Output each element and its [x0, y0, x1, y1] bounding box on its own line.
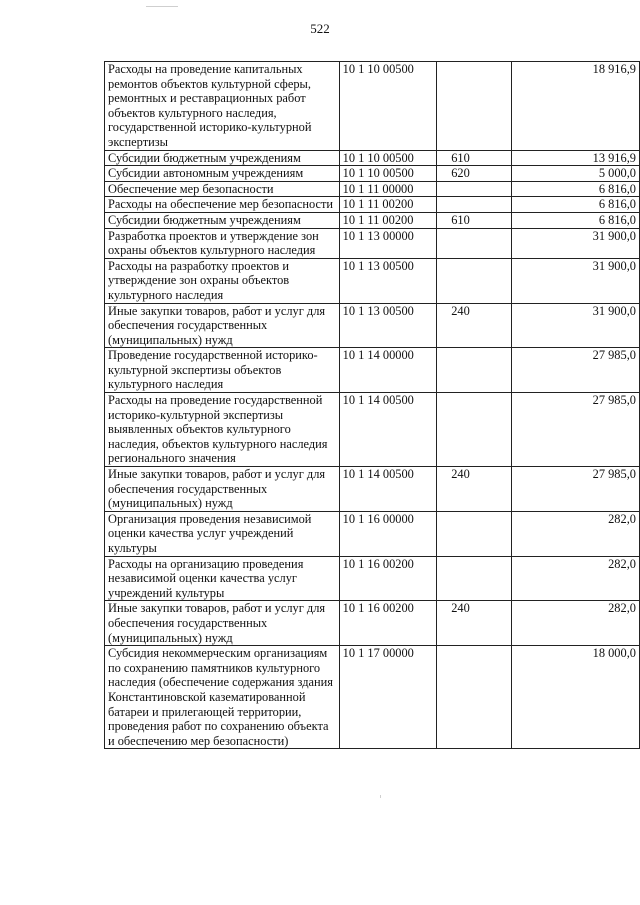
amount-cell: 31 900,0: [512, 258, 640, 303]
item-name-cell: Расходы на проведение государственной историко-культурной экспертизы выявленных объектов культурного наследия, объектов культурного наследия регионального значения: [105, 393, 340, 467]
target-code-cell: 10 1 11 00200: [339, 212, 437, 228]
amount-cell: 18 000,0: [512, 646, 640, 749]
table-row: [105, 556, 640, 601]
target-code-cell: 10 1 10 00500: [339, 62, 437, 151]
amount-cell: 5 000,0: [512, 166, 640, 182]
target-code-cell: 10 1 14 00500: [339, 393, 437, 467]
item-name-cell: Разработка проектов и утверждение зон охраны объектов культурного наследия: [105, 228, 340, 258]
target-code-cell: 10 1 16 00000: [339, 511, 437, 556]
table-row: [105, 228, 640, 258]
target-code-cell: 10 1 16 00200: [339, 556, 437, 601]
target-code-cell: 10 1 13 00500: [339, 258, 437, 303]
item-name-cell: Субсидии бюджетным учреждениям: [105, 150, 340, 166]
expense-type-cell: 240: [437, 601, 512, 646]
amount-cell: 18 916,9: [512, 62, 640, 151]
item-name-cell: Расходы на разработку проектов и утверждение зон охраны объектов культурного наследия: [105, 258, 340, 303]
amount-cell: 282,0: [512, 511, 640, 556]
table-row: [105, 467, 640, 512]
target-code-cell: 10 1 11 00200: [339, 197, 437, 213]
scan-mark: [380, 795, 381, 798]
target-code-cell: 10 1 10 00500: [339, 166, 437, 182]
expense-type-cell: 610: [437, 150, 512, 166]
target-code-cell: 10 1 11 00000: [339, 181, 437, 197]
amount-cell: 6 816,0: [512, 181, 640, 197]
target-code-cell: 10 1 14 00000: [339, 348, 437, 393]
expense-type-cell: [437, 646, 512, 749]
table-row: [105, 303, 640, 348]
expense-type-cell: [437, 197, 512, 213]
item-name-cell: Иные закупки товаров, работ и услуг для обеспечения государственных (муниципальных) нужд: [105, 601, 340, 646]
expense-type-cell: 620: [437, 166, 512, 182]
amount-cell: 27 985,0: [512, 348, 640, 393]
expense-type-cell: [437, 556, 512, 601]
item-name-cell: Расходы на организацию проведения независимой оценки качества услуг учреждений культуры: [105, 556, 340, 601]
target-code-cell: 10 1 14 00500: [339, 467, 437, 512]
expense-type-cell: [437, 228, 512, 258]
amount-cell: 27 985,0: [512, 393, 640, 467]
table-row: [105, 511, 640, 556]
item-name-cell: Проведение государственной историко-культурной экспертизы объектов культурного наследия: [105, 348, 340, 393]
target-code-cell: 10 1 13 00000: [339, 228, 437, 258]
table-row: [105, 181, 640, 197]
item-name-cell: Субсидии бюджетным учреждениям: [105, 212, 340, 228]
amount-cell: 31 900,0: [512, 303, 640, 348]
expense-type-cell: [437, 258, 512, 303]
expense-type-cell: [437, 511, 512, 556]
table-row: [105, 393, 640, 467]
item-name-cell: Организация проведения независимой оценки качества услуг учреждений культуры: [105, 511, 340, 556]
scan-mark: [146, 6, 178, 7]
amount-cell: 282,0: [512, 556, 640, 601]
table-row: [105, 258, 640, 303]
item-name-cell: Обеспечение мер безопасности: [105, 181, 340, 197]
expense-type-cell: [437, 62, 512, 151]
target-code-cell: 10 1 13 00500: [339, 303, 437, 348]
amount-cell: 31 900,0: [512, 228, 640, 258]
target-code-cell: 10 1 16 00200: [339, 601, 437, 646]
table-row: [105, 166, 640, 182]
table-row: [105, 150, 640, 166]
expense-type-cell: 240: [437, 467, 512, 512]
expense-type-cell: 240: [437, 303, 512, 348]
amount-cell: 27 985,0: [512, 467, 640, 512]
item-name-cell: Иные закупки товаров, работ и услуг для обеспечения государственных (муниципальных) нужд: [105, 467, 340, 512]
target-code-cell: 10 1 17 00000: [339, 646, 437, 749]
expense-type-cell: 610: [437, 212, 512, 228]
table-row: [105, 197, 640, 213]
table-row: [105, 348, 640, 393]
item-name-cell: Субсидия некоммерческим организациям по сохранению памятников культурного наследия (обеспечение содержания здания Константиновской казематированной батареи и прилегающей территории, проведения работ по сохранению объекта и обеспечению мер безопасности): [105, 646, 340, 749]
amount-cell: 6 816,0: [512, 197, 640, 213]
amount-cell: 13 916,9: [512, 150, 640, 166]
table-row: [105, 212, 640, 228]
table-row: [105, 601, 640, 646]
page-number: 522: [310, 21, 330, 36]
item-name-cell: Расходы на проведение капитальных ремонтов объектов культурной сферы, ремонтных и реставрационных работ объектов культурного наследия, государственной историко-культурной экспертизы: [105, 62, 340, 151]
amount-cell: 282,0: [512, 601, 640, 646]
item-name-cell: Расходы на обеспечение мер безопасности: [105, 197, 340, 213]
table-row: [105, 646, 640, 749]
expense-type-cell: [437, 181, 512, 197]
budget-table: [104, 61, 640, 749]
item-name-cell: Иные закупки товаров, работ и услуг для обеспечения государственных (муниципальных) нужд: [105, 303, 340, 348]
item-name-cell: Субсидии автономным учреждениям: [105, 166, 340, 182]
expense-type-cell: [437, 348, 512, 393]
table-row: [105, 62, 640, 151]
target-code-cell: 10 1 10 00500: [339, 150, 437, 166]
amount-cell: 6 816,0: [512, 212, 640, 228]
expense-type-cell: [437, 393, 512, 467]
